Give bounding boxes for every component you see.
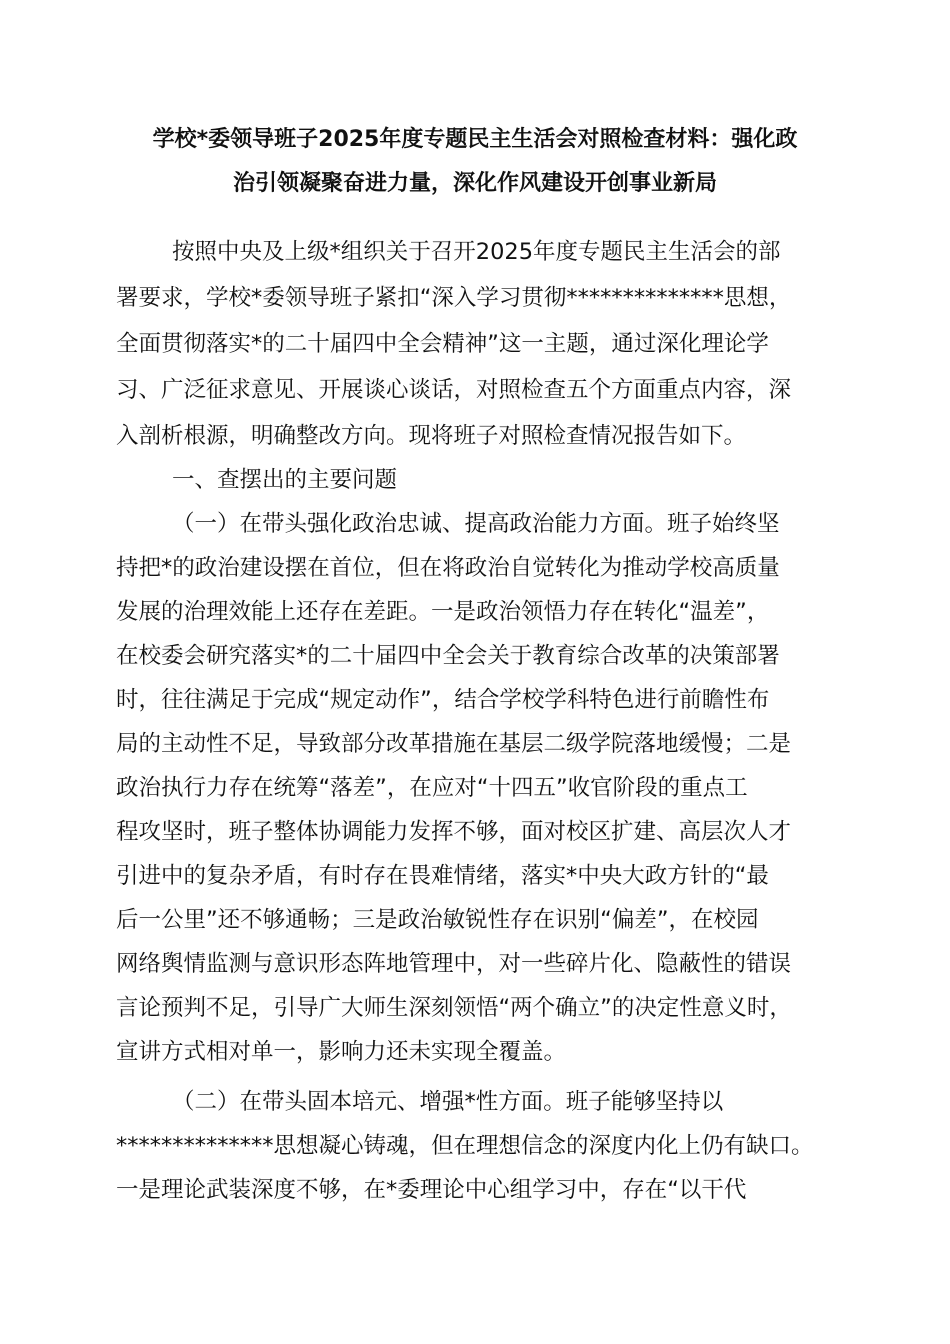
subsection-1-line: 后一公里”还不够通畅；三是政治敏锐性存在识别“偏差”，在校园 [116,907,759,933]
intro-paragraph-line: 习、广泛征求意见、开展谈心谈话，对照检查五个方面重点内容，深 [116,377,792,403]
intro-paragraph-line: 全面贯彻落实*的二十届四中全会精神”这一主题，通过深化理论学 [116,331,769,357]
subsection-1-line: 程攻坚时，班子整体协调能力发挥不够，面对校区扩建、高层次人才 [116,819,792,845]
subsection-1-line: 政治执行力存在统筹“落差”，在应对“十四五”收官阶段的重点工 [116,775,748,801]
intro-paragraph-line: 按照中央及上级*组织关于召开2025年度专题民主生活会的部 [172,239,781,265]
section-heading: 一、查摆出的主要问题 [172,467,398,493]
subsection-1-line: 言论预判不足，引导广大师生深刻领悟“两个确立”的决定性意义时， [116,995,792,1021]
subsection-1-line: 持把*的政治建设摆在首位，但在将政治自觉转化为推动学校高质量 [116,555,780,581]
subsection-1-line: （一）在带头强化政治忠诚、提高政治能力方面。班子始终坚 [172,511,780,537]
subsection-1-line: 局的主动性不足，导致部分改革措施在基层二级学院落地缓慢；二是 [116,731,792,757]
subsection-1-line: 时，往往满足于完成“规定动作”，结合学校学科特色进行前瞻性布 [116,687,770,713]
subsection-2-line: **************思想凝心铸魂，但在理想信念的深度内化上仍有缺口。 [116,1133,814,1159]
subsection-1-line: 发展的治理效能上还存在差距。一是政治领悟力存在转化“温差”， [116,599,770,625]
subsection-1-line: 在校委会研究落实*的二十届四中全会关于教育综合改革的决策部署 [116,643,780,669]
subsection-2-line: 一是理论武装深度不够，在*委理论中心组学习中，存在“以干代 [116,1177,747,1203]
subsection-2-line: （二）在带头固本培元、增强*性方面。班子能够坚持以 [172,1089,724,1115]
document-title-line-1: 学校*委领导班子2025年度专题民主生活会对照检查材料：强化政 [152,127,798,152]
intro-paragraph-line: 署要求，学校*委领导班子紧扣“深入学习贯彻**************思想， [116,285,792,311]
document-title-line-2: 治引领凝聚奋进力量，深化作风建设开创事业新局 [232,171,717,196]
subsection-1-line: 宣讲方式相对单一，影响力还未实现全覆盖。 [116,1039,567,1065]
intro-paragraph-line: 入剖析根源，明确整改方向。现将班子对照检查情况报告如下。 [116,423,747,449]
subsection-1-line: 引进中的复杂矛盾，有时存在畏难情绪，落实*中央大政方针的“最 [116,863,769,889]
subsection-1-line: 网络舆情监测与意识形态阵地管理中，对一些碎片化、隐蔽性的错误 [116,951,792,977]
